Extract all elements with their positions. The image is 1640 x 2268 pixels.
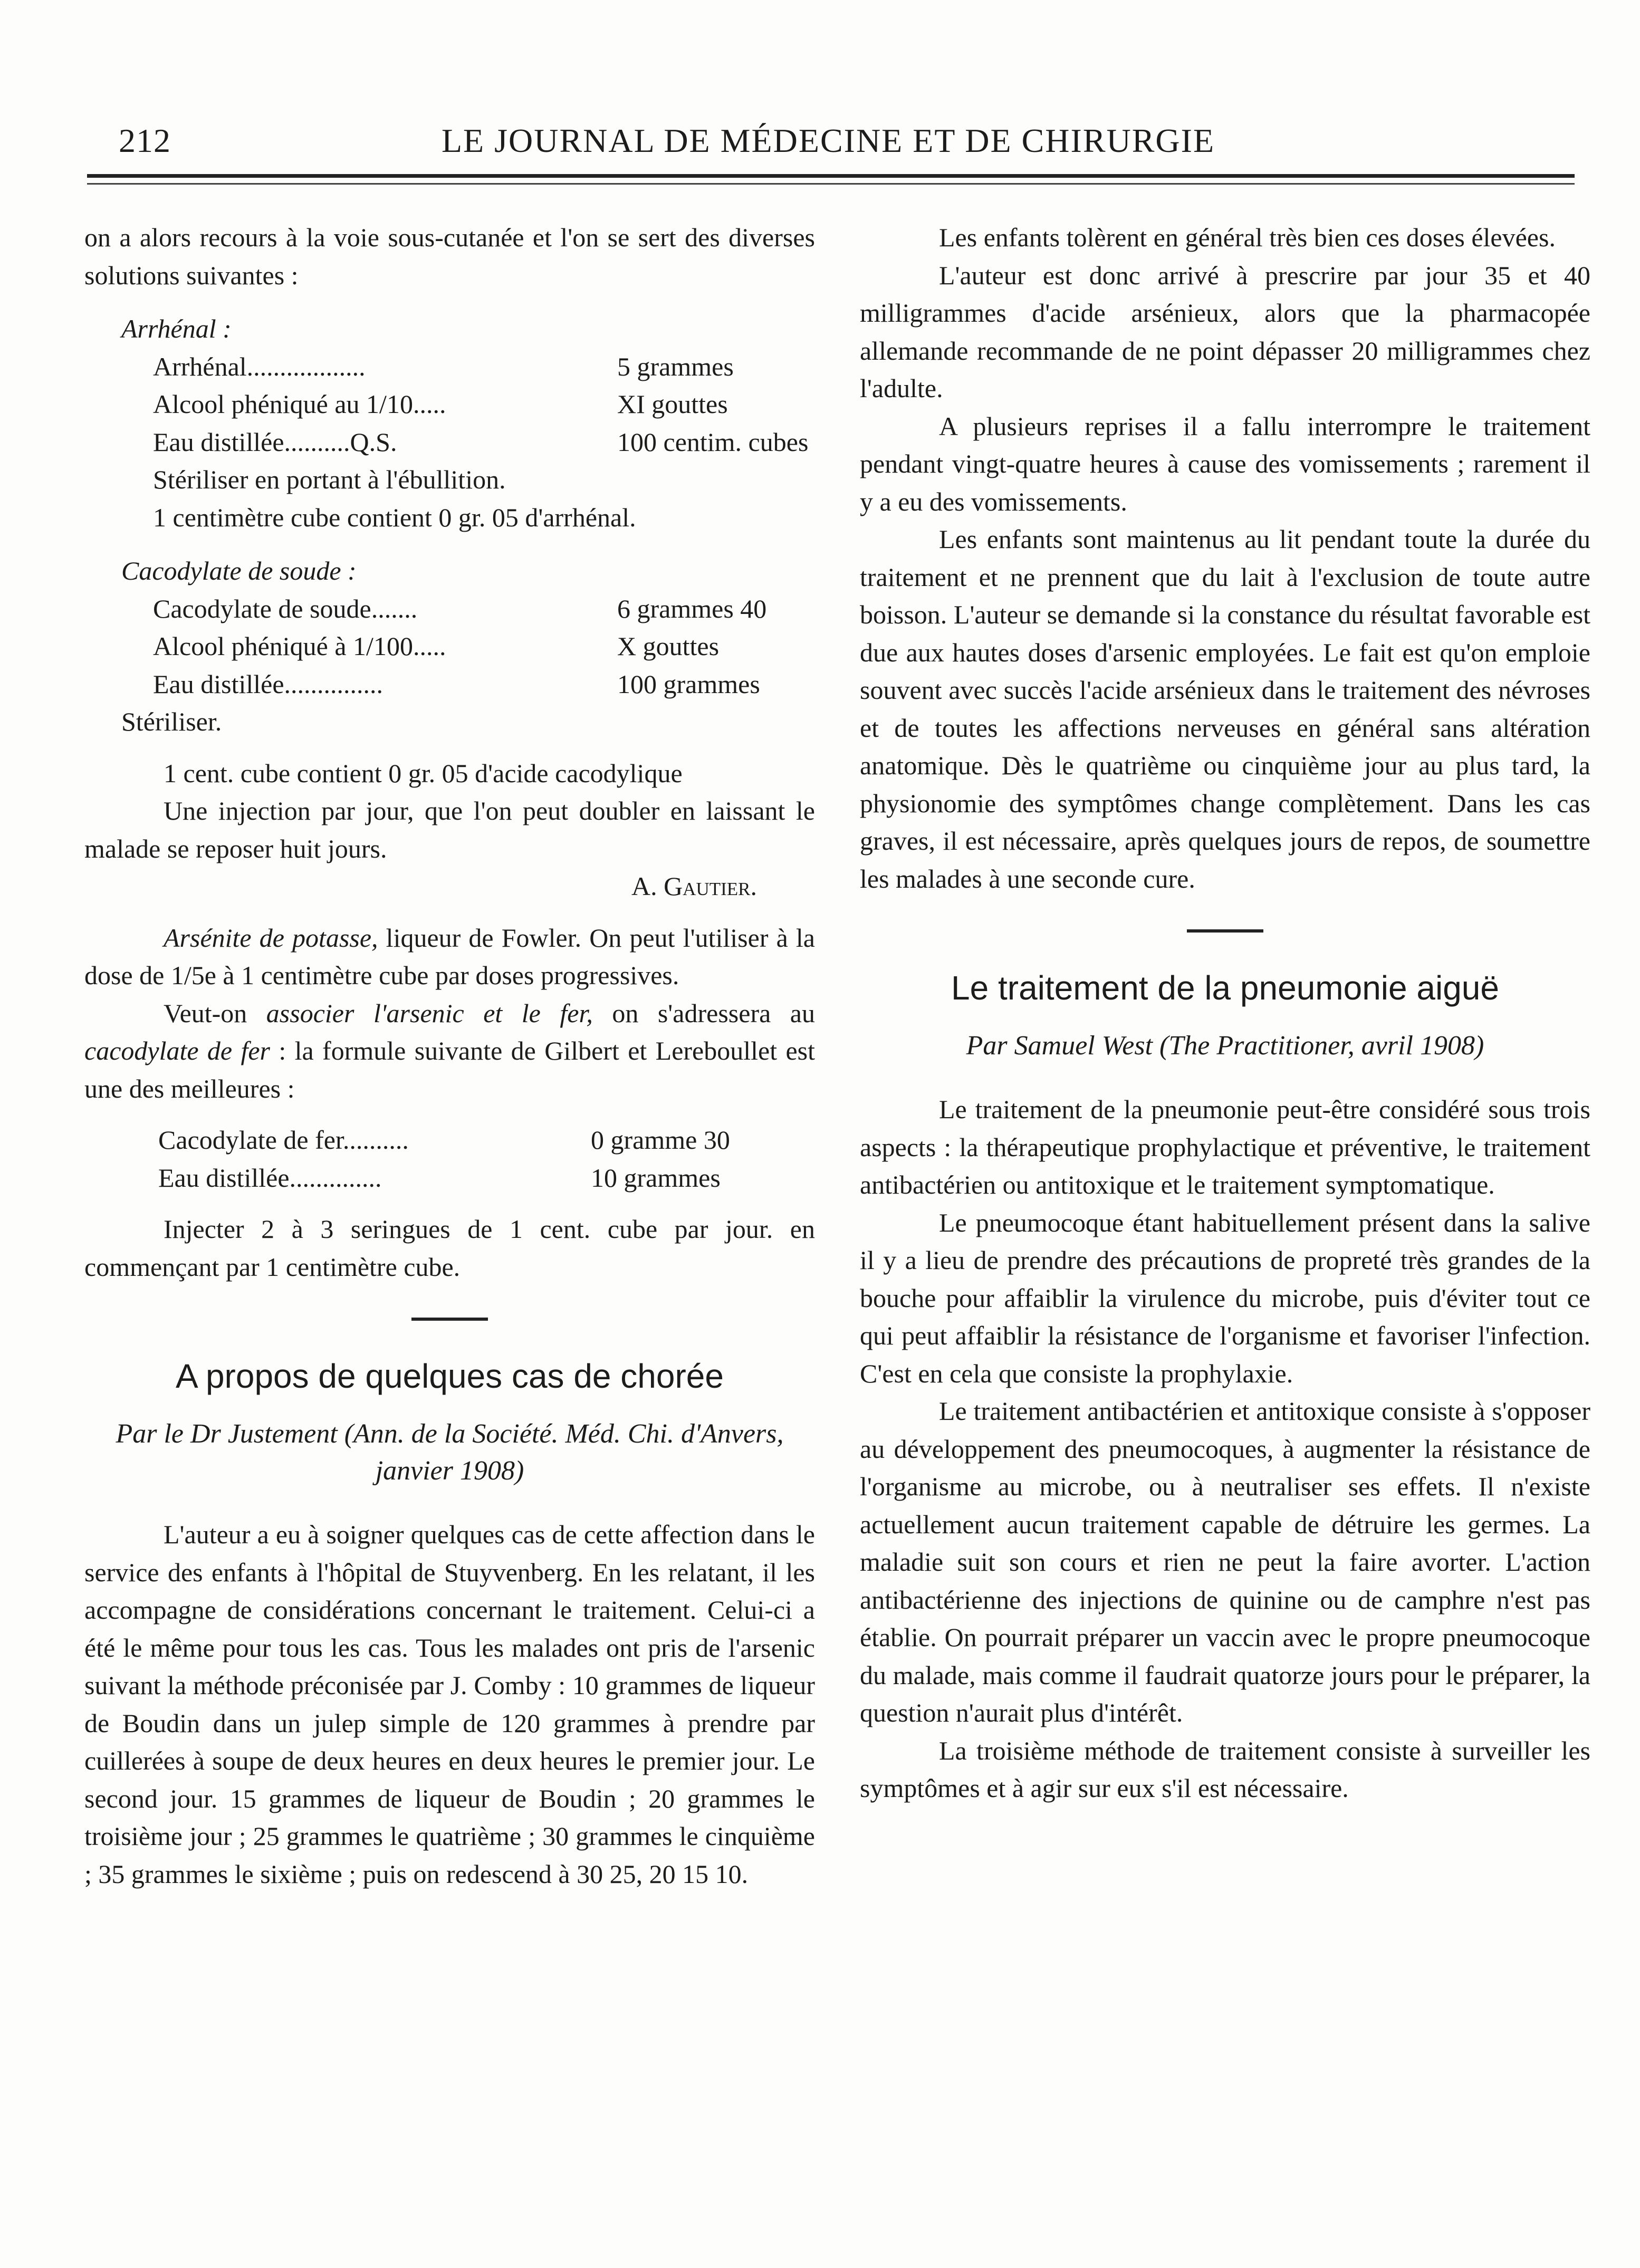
- right-column: [860, 219, 1590, 1808]
- article-title: Le traitement de la pneumonie aiguë: [951, 969, 1499, 1007]
- header-rule-thin: [87, 183, 1575, 185]
- formula-row: Eau distillée..........Q.S. 100 centim. cubes: [153, 427, 809, 457]
- paragraph: La troisième méthode de traitement consiste à surveiller les symptômes et à agir sur eux s'il est nécessaire.: [860, 1735, 1590, 1803]
- formula-note: 1 centimètre cube contient 0 gr. 05 d'arrhénal.: [153, 502, 636, 532]
- formula-row: Cacodylate de fer.......... 0 gramme 30: [158, 1125, 730, 1155]
- fer-formula: [84, 1121, 815, 1197]
- formula-row: Alcool phéniqué à 1/100..... X gouttes: [153, 631, 720, 661]
- paragraph: Le traitement de la pneumonie peut-être considéré sous trois aspects : la thérapeutique prophylactique et préventive, le traitement antibactérien ou antitoxique et le traitement symptomatique.: [860, 1094, 1590, 1199]
- signature: A. Gautier.: [631, 871, 757, 901]
- cacodylate-heading: Cacodylate de soude :: [121, 556, 357, 585]
- fer-paragraph: Veut-on associer l'arsenic et le fer, on s'adressera au cacodylate de fer : la formule suivante de Gilbert et Lereboullet est une des meilleures :: [84, 998, 815, 1103]
- injecter-paragraph: Injecter 2 à 3 seringues de 1 cent. cube par jour. en commençant par 1 centimètre cube.: [84, 1214, 815, 1282]
- paragraph: Le traitement antibactérien et antitoxique consiste à s'opposer au développement des pneumocoques, à augmenter la résistance de l'organisme au microbe, ou à neutraliser ses effets. Il n'existe actuellement aucun traitement capable de détruire les germes. La maladie suit son cours et rien ne peut la faire avorter. L'action antibactérienne des injections de quinine ou de camphre n'est pas établie. On pourrait préparer un vaccin avec le propre pneumocoque du malade, mais comme il faudrait quatorze jours pour le préparer, la question n'aurait plus d'intérêt.: [860, 1396, 1590, 1727]
- page-header: [87, 111, 1569, 164]
- paragraph: Les enfants tolèrent en général très bien ces doses élevées.: [939, 223, 1556, 252]
- paragraph: Les enfants sont maintenus au lit pendant toute la durée du traitement et ne prennent que du lait à l'exclusion de toute autre boisson. L'auteur se demande si la constance du résultat favorable est due aux hautes doses d'arsenic employées. Le fait est qu'on emploie souvent avec succès l'acide arsénieux dans le traitement des névroses et de toutes les affections nerveuses en général sans altération anatomique. Dès le quatrième ou cinquième jour au plus tard, la physionomie des symptômes change complètement. Dans les cas graves, il est nécessaire, après quelques jours de repos, de soumettre les malades à une seconde cure.: [860, 524, 1590, 893]
- formula-row: Arrhénal.................. 5 grammes: [153, 351, 734, 381]
- formula-row: Alcool phéniqué au 1/10..... XI gouttes: [153, 389, 728, 419]
- article-byline: Par le Dr Justement (Ann. de la Société. Méd. Chi. d'Anvers, janvier 1908): [116, 1419, 784, 1486]
- arrhenal-formula: [84, 348, 815, 537]
- cc-paragraph: 1 cent. cube contient 0 gr. 05 d'acide cacodylique: [164, 758, 683, 788]
- injection-paragraph: Une injection par jour, que l'on peut doubler en laissant le malade se reposer huit jours.: [84, 796, 815, 863]
- intro-paragraph: on a alors recours à la voie sous-cutanée et l'on se sert des diverses solutions suivantes :: [84, 223, 815, 290]
- paragraph: L'auteur est donc arrivé à prescrire par jour 35 et 40 milligrammes d'acide arsénieux, alors que la pharmacopée allemande recommande de ne point dépasser 20 milligrammes chez l'adulte.: [860, 260, 1590, 403]
- paragraph: Le pneumocoque étant habituellement présent dans la salive il y a lieu de prendre des précautions de propreté très grandes de la bouche pour affaiblir la virulence du microbe, puis d'éviter tout ce qui peut affaiblir la résistance de l'organisme et favoriser l'infection. C'est en cela que consiste la prophylaxie.: [860, 1207, 1590, 1388]
- section-divider: [411, 1318, 488, 1321]
- formula-row: Eau distillée............... 100 grammes: [153, 669, 760, 699]
- section-divider: [1187, 929, 1263, 933]
- cacodylate-formula: [84, 590, 815, 741]
- formula-note: Stériliser en portant à l'ébullition.: [153, 465, 506, 494]
- left-column: [84, 219, 815, 1893]
- fowler-paragraph: Arsénite de potasse, liqueur de Fowler. On peut l'utiliser à la dose de 1/5e à 1 centimètre cube par doses progressives.: [84, 922, 815, 990]
- formula-note: Stériliser.: [121, 707, 222, 736]
- formula-row: Cacodylate de soude....... 6 grammes 40: [153, 593, 767, 623]
- journal-title: LE JOURNAL DE MÉDECINE ET DE CHIRURGIE: [441, 122, 1215, 159]
- article-title: A propos de quelques cas de chorée: [176, 1357, 724, 1395]
- arrhenal-heading: Arrhénal :: [121, 314, 232, 343]
- page-number: 212: [119, 122, 171, 159]
- paragraph: A plusieurs reprises il a fallu interrompre le traitement pendant vingt-quatre heures à cause des vomissements ; rarement il y a eu des vomissements.: [860, 411, 1590, 516]
- article-byline: Par Samuel West (The Practitioner, avril 1908): [966, 1031, 1484, 1061]
- header-rule: [87, 174, 1575, 178]
- article-body: L'auteur a eu à soigner quelques cas de cette affection dans le service des enfants à l'hôpital de Stuyvenberg. En les relatant, il les accompagne de considérations concernant le traitement. Celui-ci a été le même pour tous les cas. Tous les malades ont pris de l'arsenic suivant la méthode préconisée par J. Comby : 10 grammes de liqueur de Boudin dans un julep simple de 120 grammes à prendre par cuillerées à soupe de deux heures en deux heures le premier jour. Le second jour. 15 grammes de liqueur de Boudin ; 20 grammes le troisième jour ; 25 grammes le quatrième ; 30 grammes le cinquième ; 35 grammes le sixième ; puis on redescend à 30 25, 20 15 10.: [84, 1520, 815, 1889]
- formula-row: Eau distillée.............. 10 grammes: [158, 1162, 721, 1193]
